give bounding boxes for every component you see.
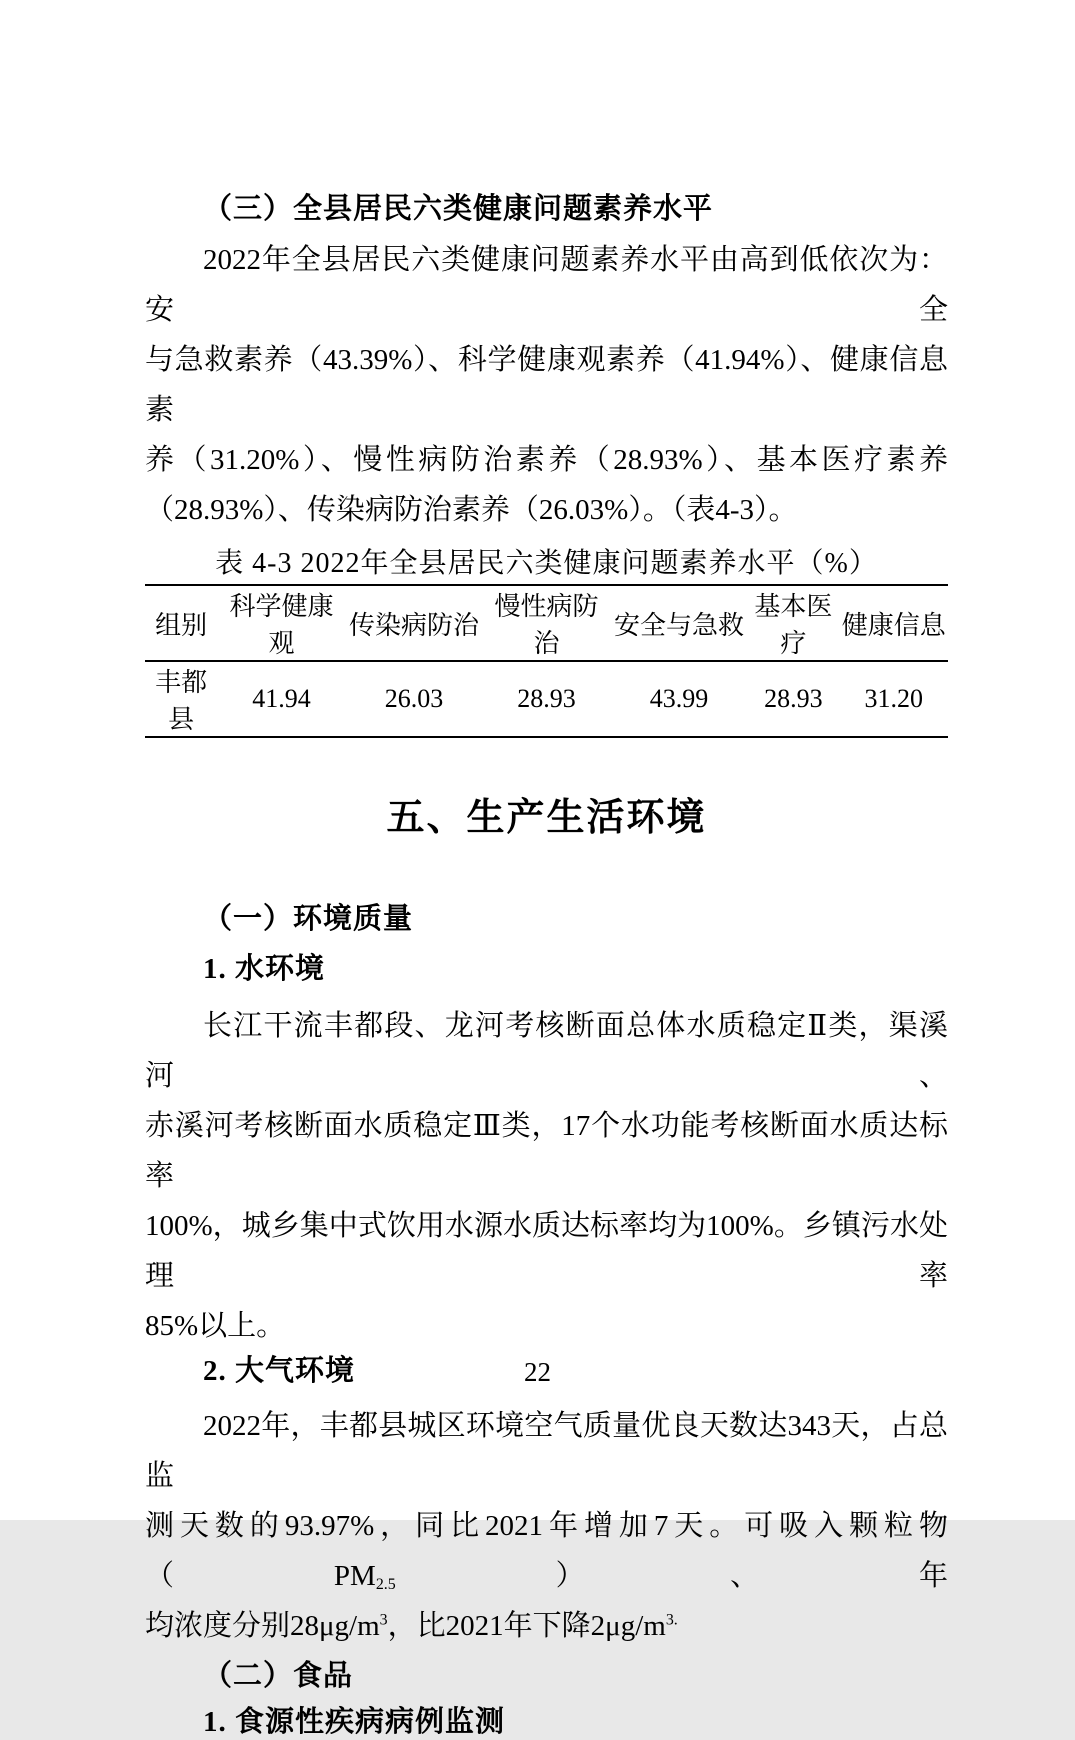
cell-health-info: 31.20: [864, 684, 924, 713]
paragraph-literacy-levels: [145, 235, 948, 535]
paragraph-air: [145, 1401, 948, 1651]
text-line: 测天数的93.97%，同比2021年增加7天。可吸入颗粒物$(PM_{2.5})$、年: [145, 1510, 948, 1593]
text-line: 长江干流丰都段、龙河考核断面总体水质稳定Ⅱ类，渠溪河、: [145, 1010, 948, 1092]
heading-foodborne-disease: 1. 食源性疾病病例监测: [203, 1706, 506, 1738]
header-cell-infectious: 传染病防治: [346, 585, 483, 661]
text-line: 2022年，丰都县城区环境空气质量优良天数达343天，占总监: [145, 1410, 948, 1492]
table-caption: 表 4-3 2022年全县居民六类健康问题素养水平（%）: [215, 548, 878, 579]
cell-county: 丰都县: [155, 668, 208, 734]
heading-env-quality: （一）环境质量: [203, 903, 414, 935]
heading-air-environment: 2. 大气环境: [203, 1355, 356, 1387]
header-cell-safety: 安全与急救: [611, 585, 748, 661]
text-line: 100%，城乡集中式饮用水源水质达标率均为100%。乡镇污水处理率: [145, 1210, 948, 1292]
heading-water-environment: 1. 水环境: [203, 953, 326, 985]
header-cell-chronic: 慢性病防治: [482, 585, 610, 661]
header-cell-group: 组别: [145, 585, 217, 661]
page-number: 22: [524, 1357, 551, 1387]
text-line: 与急救素养（43.39%）、科学健康观素养（41.94%）、健康信息素: [145, 344, 948, 426]
text-line: （28.93%）、传染病防治素养（26.03%）。（表4-3）。: [145, 494, 798, 526]
page-content: [145, 0, 948, 1740]
header-cell-health-info: 健康信息: [840, 585, 948, 661]
heading-food: （二）食品: [203, 1660, 354, 1692]
cell-chronic: 28.93: [517, 684, 576, 713]
literacy-table: [145, 584, 948, 738]
text-line: 2022年全县居民六类健康问题素养水平由高到低依次为：安全: [145, 244, 948, 326]
text-line: 均浓度分别$28\mu g/m^3$，比2021年下降$2\mu g/m^{3.}$: [145, 1610, 678, 1642]
text-line: 85%以上。: [145, 1310, 286, 1342]
table-header-row: [145, 585, 948, 661]
cell-safety: 43.99: [649, 684, 709, 713]
text-line: 赤溪河考核断面水质稳定Ⅲ类，17个水功能考核断面水质达标率: [145, 1110, 948, 1192]
text-line: 养（31.20%）、慢性病防治素养（28.93%）、基本医疗素养: [145, 444, 948, 476]
chapter-heading: 五、生产生活环境: [386, 797, 707, 839]
heading-section-three: （三）全县居民六类健康问题素养水平: [203, 193, 714, 225]
paragraph-water: [145, 1001, 948, 1351]
header-cell-scientific-view: 科学健康观: [217, 585, 345, 661]
header-cell-basic-medical: 基本医疗: [747, 585, 839, 661]
table-data-row: [145, 661, 948, 737]
cell-scientific-view: 41.94: [252, 684, 311, 713]
cell-basic-medical: 28.93: [764, 684, 823, 713]
cell-infectious: 26.03: [384, 684, 444, 713]
